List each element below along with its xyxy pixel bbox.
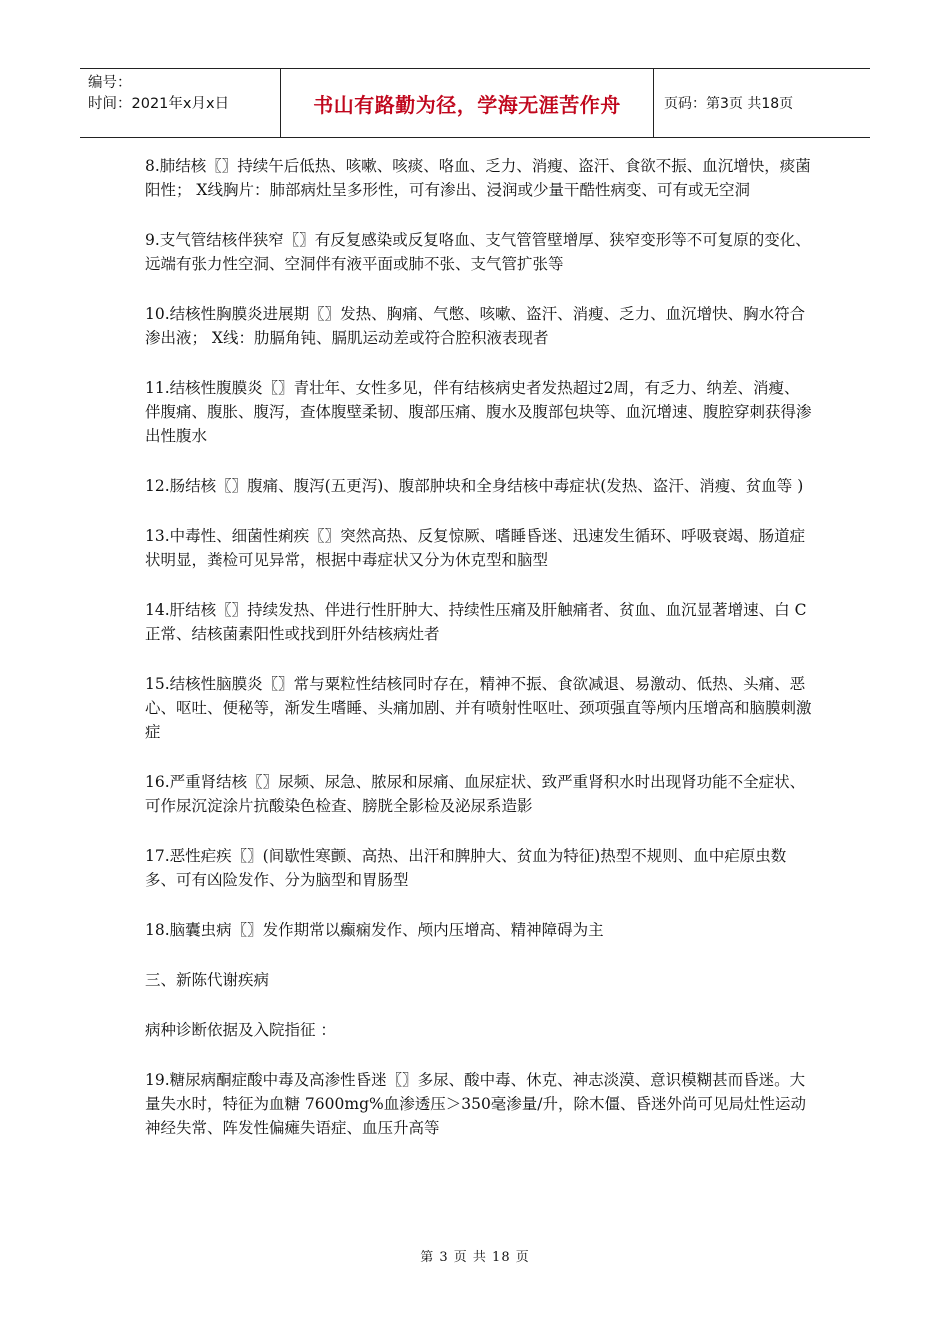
header-motto: 书山有路勤为径，学海无涯苦作舟 [280,69,654,137]
paragraph-10: 10.结核性胸膜炎进展期〖〗发热、胸痛、气憋、咳嗽、盗汗、消瘦、乏力、血沉增快、胸水符合渗出液； X线：肋膈角钝、膈肌运动差或符合腔积液表现者 [145,305,806,347]
paragraph-18: 18.脑囊虫病〖〗发作期常以癫痫发作、颅内压增高、精神障碍为主 [145,921,604,939]
number-label: 编号： [88,75,132,91]
section-heading: 三、新陈代谢疾病 [145,971,270,989]
paragraph-19: 19.糖尿病酮症酸中毒及高渗性昏迷〖〗多尿、酸中毒、休克、神志淡漠、意识模糊甚而昏迷。大量失水时，特征为血糖 7600mg%血渗透压＞350毫渗量/升，除木僵、昏迷外尚可见局灶性运动神经失常、阵发性偏瘫失语症、血压升高等 [145,1071,807,1137]
paragraph-8: 8.肺结核〖〗持续午后低热、咳嗽、咳痰、咯血、乏力、消瘦、盗汗、食欲不振、血沉增快，痰菌阳性； X线胸片：肺部病灶呈多形性，可有渗出、浸润或少量干酷性病变、可有或无空洞 [145,157,811,199]
header-page-info: 页码：第3页 共18页 [664,96,794,112]
paragraph-11: 11.结核性腹膜炎〖〗青壮年、女性多见，伴有结核病史者发热超过2周，有乏力、纳差、消瘦、伴腹痛、腹胀、腹泻，查体腹壁柔韧、腹部压痛、腹水及腹部包块等、血沉增速、腹腔穿刺获得渗出性腹水 [145,379,812,445]
paragraph-9: 9.支气管结核伴狭窄〖〗有反复感染或反复咯血、支气管管壁增厚、狭窄变形等不可复原的变化、远端有张力性空洞、空洞伴有液平面或肺不张、支气管扩张等 [145,231,811,273]
paragraph-12: 12.肠结核〖〗腹痛、腹泻(五更泻)、腹部肿块和全身结核中毒症状(发热、盗汗、消瘦、贫血等 ) [145,477,804,495]
time-label: 时间：2021年x月x日 [88,96,230,112]
document-body [145,154,813,1166]
paragraph-14: 14.肝结核〖〗持续发热、伴进行性肝肿大、持续性压痛及肝触痛者、贫血、血沉显著增速、白 C正常、结核菌素阳性或找到肝外结核病灶者 [145,601,807,643]
page-footer: 第 3 页 共 18 页 [420,1250,530,1265]
paragraph-17: 17.恶性疟疾〖〗(间歇性寒颤、高热、出汗和脾肿大、贫血为特征)热型不规则、血中疟原虫数多、可有凶险发作、分为脑型和胃肠型 [145,847,787,889]
paragraph-16: 16.严重肾结核〖〗尿频、尿急、脓尿和尿痛、血尿症状、致严重肾积水时出现肾功能不全症状、可作尿沉淀涂片抗酸染色检查、膀胱全影检及泌尿系造影 [145,773,806,815]
criteria-label: 病种诊断依据及入院指征 ： [145,1021,336,1039]
page-header [80,68,870,138]
paragraph-15: 15.结核性脑膜炎〖〗常与粟粒性结核同时存在，精神不振、食欲减退、易激动、低热、头痛、恶心、呕吐、便秘等，渐发生嗜睡、头痛加剧、并有喷射性呕吐、颈项强直等颅内压增高和脑膜刺激症 [145,675,812,741]
header-meta [80,69,280,137]
paragraph-13: 13.中毒性、细菌性痢疾〖〗突然高热、反复惊厥、嗜睡昏迷、迅速发生循环、呼吸衰竭、肠道症状明显，粪检可见异常，根据中毒症状又分为休克型和脑型 [145,527,806,569]
